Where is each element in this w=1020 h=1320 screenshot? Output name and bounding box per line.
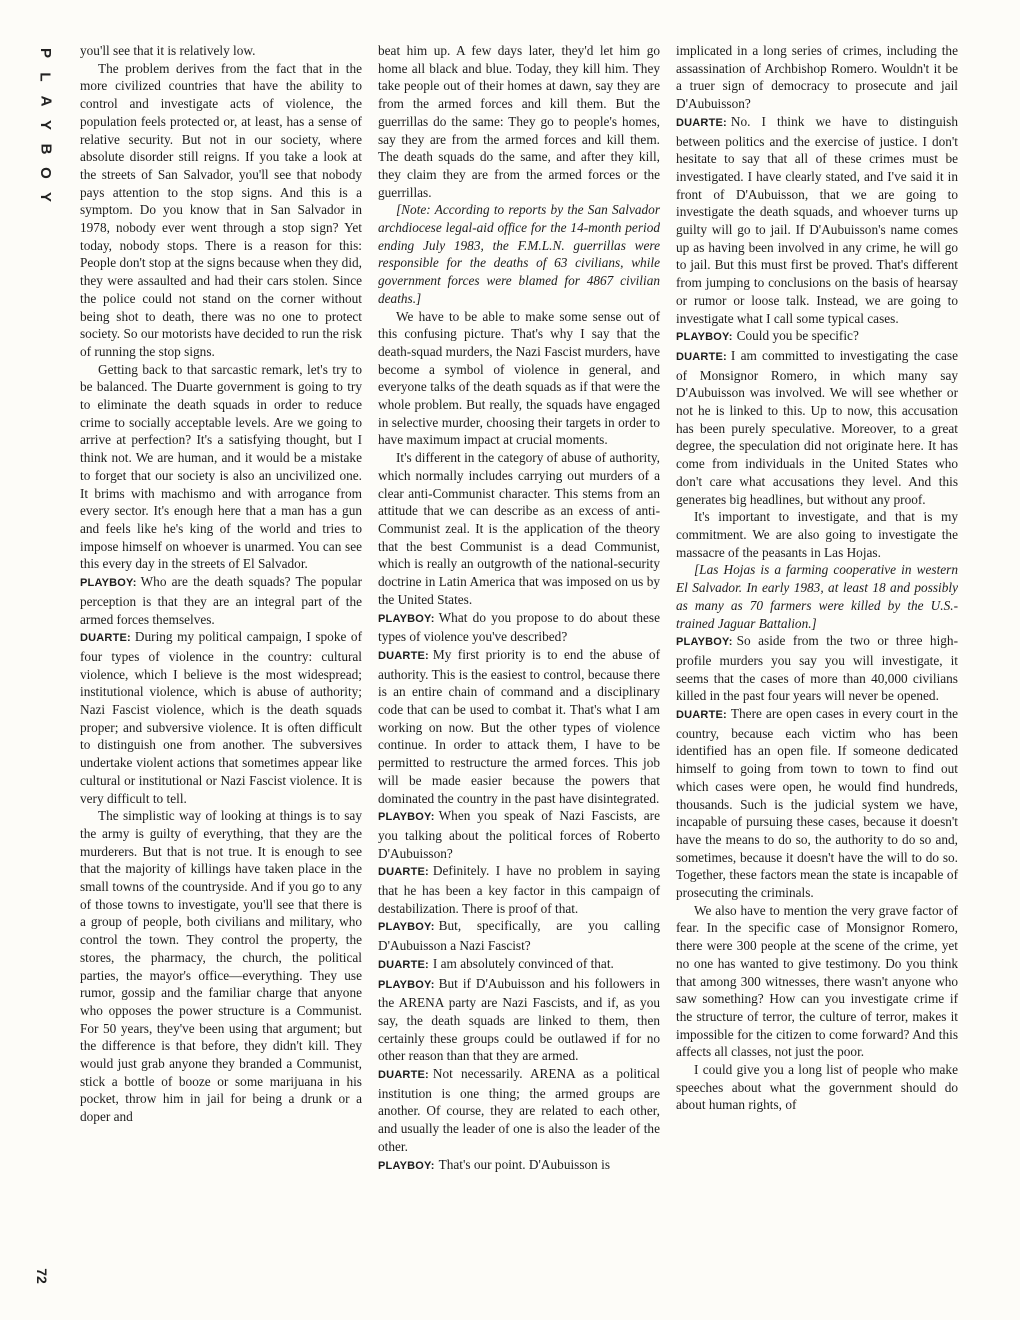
speaker-label: DUARTE: (378, 958, 429, 971)
paragraph (676, 508, 958, 561)
paragraph-text: Not necessarily. ARENA as a political institution is one thing; the armed groups are another. Of course, they are related to each other, and usually the leader of one is also the leader of the other. (378, 1066, 660, 1154)
spine-letter: P (36, 47, 54, 59)
speaker-label: DUARTE: (378, 866, 429, 879)
paragraph (80, 361, 362, 573)
column-2 (378, 42, 660, 1175)
paragraph-text: you'll see that it is relatively low. (80, 43, 256, 58)
interview-exchange (80, 628, 362, 807)
paragraph (378, 308, 660, 450)
paragraph-text: But, specifically, are you calling D'Aubuisson a Nazi Fascist? (378, 918, 660, 954)
spine-letter: L (36, 72, 54, 82)
paragraph-text: The simplistic way of looking at things is to say the army is guilty of everything, that they are the murderers. But that is not true. It is enough to see that the majority of killings have taken place in the small towns of the countryside. And if you go to any of those towns to investigate, you'll see that there is a group of people, both civilians and military, who control the town. They control the property, the stores, the pharmacy, the church, the political parties, the mayor's office—everything. They use rumor, gossip and the familiar charge that anyone who opposes the power structure is a Communist. For 50 years, they've been using that argument; but the difference is that before, they didn't kill. They would just grab anyone they branded a Communist, stick a bottle of booze or some marijuana in his pocket, throw him in jail for being a drunk or a doper and (80, 808, 362, 1125)
paragraph (80, 60, 362, 361)
paragraph-text: That's our point. D'Aubuisson is (438, 1156, 610, 1172)
paragraph-text: So aside from the two or three high-profile murders you say you will investigate, it seems that the cases of more than 40,000 civilians killed in the past four years will never be opened. (676, 633, 958, 704)
paragraph-text: Who are the death squads? The popular perception is that they are an integral part of the armed forces themselves. (80, 574, 362, 627)
interview-exchange (378, 807, 660, 862)
paragraph-text: It's important to investigate, and that is my commitment. We are also going to investigate the massacre of the peasants in Las Hojas. (676, 509, 958, 560)
speaker-label: DUARTE: (378, 1069, 429, 1082)
spine-letter: A (37, 95, 54, 107)
speaker-label: PLAYBOY: (676, 636, 733, 649)
interview-exchange (378, 609, 660, 646)
paragraph-text: The problem derives from the fact that in the more civilized countries that have the ability to control and investigate acts of violence, the population feels protected or, at least, has a sense of relative security. But not in our society, where absolute disorder still reigns. If you take a look at the streets of San Salvador, you'll see that nobody pays attention to the stop signs. And this is a symptom. Do you know that in San Salvador in 1978, nobody ever went through a stop sign? Yet today, nobody stops. There is a reason for this: People don't stop at the signs because when they did, they were assaulted and had their cars stolen. Since the police could not stand on the corner without being shot to death, there was no one to protect society. So our motorists have decided to run the risk of running the stop signs. (80, 60, 363, 359)
speaker-label: PLAYBOY: (676, 331, 733, 344)
paragraph (80, 807, 362, 1126)
speaker-label: DUARTE: (378, 649, 429, 662)
column-1 (80, 42, 362, 1126)
spine-letter: Y (36, 191, 54, 203)
paragraph-text: What do you propose to do about these types of violence you've described? (378, 609, 660, 645)
speaker-label: PLAYBOY: (80, 577, 137, 590)
editor-note (378, 201, 660, 307)
paragraph (676, 902, 958, 1061)
paragraph-text: It's different in the category of abuse of authority, which normally includes carrying out murders of a clear anti-Communist character. This stems from an attitude that we can describe as an excess of anti-Communist zeal. It is the application of the theory that the best Communist is a dead Communist, which is really an outgrowth of the national-security doctrine in Latin America that was imposed on us by the United States. (378, 450, 660, 607)
interview-exchange (378, 862, 660, 917)
speaker-label: PLAYBOY: (378, 811, 435, 824)
page-number: 72 (33, 1268, 50, 1284)
paragraph-text: [Note: According to reports by the San Salvador archdiocese legal-aid office for the 14-month period ending July 1983, the F.M.L.N. guerrillas were responsible for the deaths of 63 civilians, while government forces were blamed for 4867 civilian deaths.] (378, 202, 660, 306)
speaker-label: DUARTE: (80, 632, 131, 645)
interview-exchange (378, 917, 660, 954)
paragraph-text: Definitely. I have no problem in saying that he has been a key factor in this campaign of destabilization. There is proof of that. (378, 863, 660, 916)
paragraph-text: There are open cases in every court in the country, because each victim who has been identified has an open file. If someone dedicated himself to going from town to town to find out which cases were open, he would find hundreds, thousands. Such is the judicial system we have, incapable of pursuing these cases, because it doesn't have the means to do so, the authority to do so and, sometimes, because it doesn't have the will to do so. Together, these factors mean the state is incapable of prosecuting the criminals. (676, 706, 958, 901)
paragraph (378, 449, 660, 608)
speaker-label: PLAYBOY: (378, 612, 435, 625)
spine-logo (34, 44, 56, 206)
paragraph (378, 42, 660, 201)
speaker-label: PLAYBOY: (378, 1159, 435, 1172)
paragraph-text: During my political campaign, I spoke of four types of violence in the country: cultural violence, which I believe is the most widespread; institutional violence, which is abuse of authority; Nazi Fascist violence, which is the death squads proper; and subversive violence. It is often difficult to distinguish one from another. The subversives undertake violent actions that sometimes appear like cultural or institutional or Nazi Fascist violence. It is very difficult to tell. (80, 629, 362, 806)
paragraph (676, 42, 958, 113)
paragraph (80, 42, 362, 60)
speaker-label: PLAYBOY: (378, 921, 435, 934)
speaker-label: PLAYBOY: (378, 978, 435, 991)
interview-exchange (676, 347, 958, 508)
speaker-label: DUARTE: (676, 350, 727, 363)
interview-exchange (378, 975, 660, 1066)
interview-exchange (676, 705, 958, 902)
paragraph-text: beat him up. A few days later, they'd let him go home all black and blue. Today, they kill him. They take people out of their homes at dawn, say they are from the armed forces and kill them. But the guerrillas do the same: They go to people's homes, say they are from the armed forces and kill them. The death squads do the same, and after they kill, they claim they are from the armed forces or the guerrillas. (378, 43, 660, 200)
paragraph-text: implicated in a long series of crimes, including the assassination of Archbishop Romero. Wouldn't it be a truer sign of democracy to prosecute and jail D'Aubuisson? (676, 43, 958, 112)
spine-letter: B (37, 143, 54, 155)
paragraph-text: My first priority is to end the abuse of authority. This is the easiest to control, because there is an entire chain of command and a disciplinary code that can be used to combat it. That's what I am working on now. But the other types of violence continue. In order to attack them, I have to be permitted to restructure the armed forces. This job will be made easier because the powers that dominated the country in the past have disintegrated. (378, 646, 660, 806)
paragraph-text: Getting back to that sarcastic remark, let's try to be balanced. The Duarte government is going to try to eliminate the death squads in order to reduce crime to socially acceptable levels. Are we going to arrive at perfection? It's a satisfying thought, but I think not. We are human, and it would be a mistake to forget that our society is also an uncivilized one. It brims with machismo and with arrogance from every sector. It's enough here that a man has a gun and feels like he's king of the world and tries to impose himself on whoever is unarmed. You can see this every day in the streets of El Salvador. (80, 361, 362, 572)
editor-note (676, 561, 958, 632)
interview-exchange (676, 327, 958, 347)
interview-exchange (378, 646, 660, 807)
paragraph-text: We have to be able to make some sense out of this confusing picture. That's why I say that the death-squad murders, the Nazi Fascist murders, have become a symbol of violence in general, and everyone talks of the death squads as if that were the whole problem. But really, the squads have engaged in selective murder, choosing their targets in order to have maximum impact at crucial moments. (378, 308, 660, 448)
paragraph-text: I could give you a long list of people who make speeches about what the government should do about human rights, of (676, 1062, 958, 1113)
paragraph (676, 1061, 958, 1114)
interview-exchange (676, 632, 958, 705)
speaker-label: DUARTE: (676, 709, 727, 722)
speaker-label: DUARTE: (676, 116, 727, 129)
interview-exchange (378, 955, 660, 975)
paragraph-text: Could you be specific? (736, 328, 859, 344)
paragraph-text: I am committed to investigating the case of Monsignor Romero, in which many say D'Aubuisson was involved. We will see whether or not he is linked to this. Up to now, this accusation has been purely speculative. Moreover, to a great degree, the speculation did not originate here. It has come from individuals in the United States who don't care what accusations they level. And this generates big headlines, but without any proof. (676, 347, 958, 507)
spine-letter: O (36, 167, 54, 179)
spine-letter: Y (36, 119, 54, 131)
interview-exchange (676, 113, 958, 327)
paragraph-text: When you speak of Nazi Fascists, are you talking about the political forces of Roberto D'Aubuisson? (378, 808, 660, 861)
interview-exchange (80, 573, 362, 628)
paragraph-text: We also have to mention the very grave factor of fear. In the specific case of Monsignor Romero, there were 300 people at the scene of the crime, yet no one has wanted to give testimony. Do you think that among 300 witnesses, there wasn't anyone who saw something? How can you investigate crime if the structure of terror, the culture of terror, makes it impossible for the citizen to come forward? And this affects all classes, not just the poor. (676, 902, 958, 1060)
paragraph-text: But if D'Aubuisson and his followers in the ARENA party are Nazi Fascists, and if, as you say, the death squads are linked to them, then certainly these groups could be outlawed if for no other reason than that they are armed. (378, 975, 660, 1064)
paragraph-text: No. I think we have to distinguish between politics and the exercise of justice. I don't hesitate to say that all of these crimes must be investigated. I have clearly stated, and I've said it in front of D'Aubuisson, that we are going to investigate the death squads, and whoever turns up guilty will go to jail. If D'Aubuisson's name comes up as having been involved in any crime, he will go to jail. But this must first be proved. That's different from jumping to conclusions on the basis of hearsay or rumor or loose talk. Instead, we are going to investigate what I call some typical cases. (676, 113, 958, 326)
column-3 (676, 42, 958, 1114)
interview-exchange (378, 1156, 660, 1176)
paragraph-text: [Las Hojas is a farming cooperative in western El Salvador. In early 1983, at least 18 and possibly as many as 70 farmers were killed by the U.S.-trained Jaguar Battalion.] (676, 562, 958, 631)
interview-exchange (378, 1065, 660, 1156)
paragraph-text: I am absolutely convinced of that. (432, 955, 614, 971)
